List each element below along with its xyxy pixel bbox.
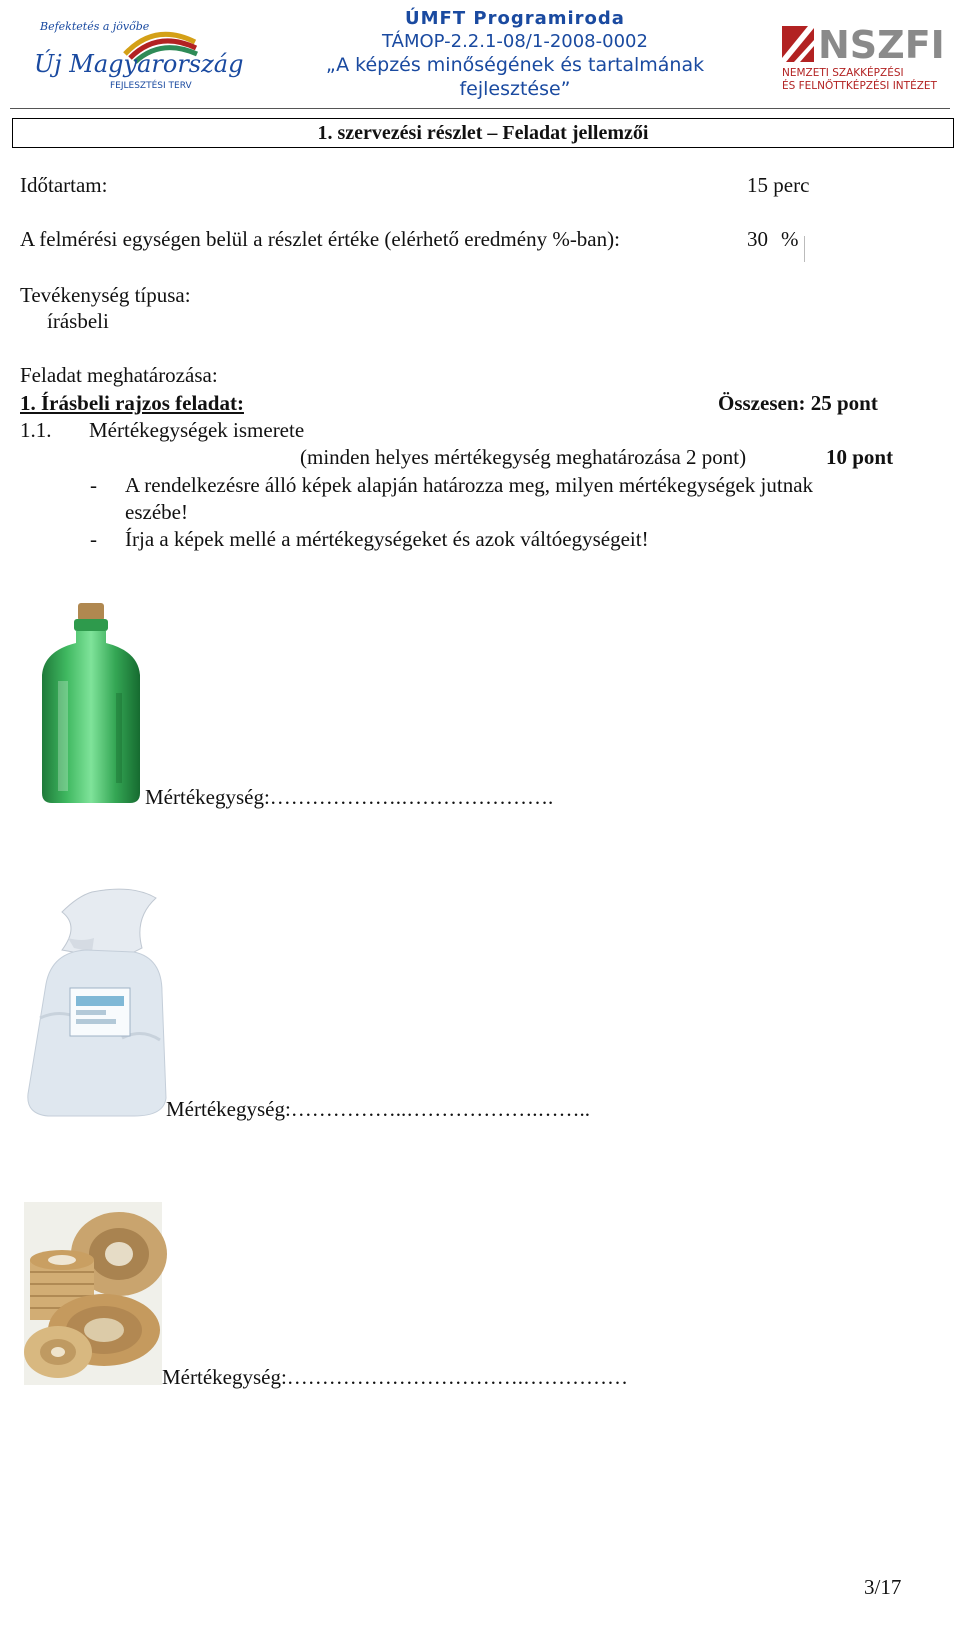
logo-title: Új Magyarország	[34, 50, 244, 78]
task-label: Feladat meghatározása:	[20, 363, 218, 387]
header-line-4: fejlesztése”	[459, 78, 571, 100]
subtask-title: Mértékegységek ismerete	[89, 418, 305, 442]
section-title: 1. szervezési részlet – Feladat jellemzői	[12, 118, 954, 148]
rope-coils-image	[24, 1202, 162, 1385]
nszfi-text: NSZFI	[818, 23, 945, 67]
nszfi-sub-2: ÉS FELNŐTTKÉPZÉSI INTÉZET	[782, 80, 937, 92]
bullet-1-line-2: eszébe!	[125, 500, 188, 524]
subtask-note: (minden helyes mértékegység meghatározása 2 pont)	[300, 445, 747, 469]
activity-label: Tevékenység típusa:	[20, 283, 191, 307]
uj-magyarorszag-logo-icon	[30, 14, 244, 94]
weight-value: 30	[747, 227, 768, 251]
task-total: Összesen: 25 pont	[718, 391, 878, 415]
unit-answer-line-1[interactable]: Mértékegység:……………….………………….	[145, 785, 554, 809]
rope-coils-icon	[24, 1202, 162, 1385]
task-heading: 1. Írásbeli rajzos feladat:	[20, 391, 244, 415]
bullet-1-line-1: A rendelkezésre álló képek alapján határozza meg, milyen mértékegységek jutnak	[125, 473, 814, 497]
subtask-points: 10 pont	[826, 445, 894, 469]
weight-label: A felmérési egységen belül a részlet értéke (elérhető eredmény %-ban):	[20, 227, 620, 251]
green-bottle-icon	[34, 603, 146, 806]
uj-magyarorszag-logo	[30, 14, 244, 94]
unit-answer-line-3[interactable]: Mértékegység:…………………………….……………	[162, 1365, 629, 1389]
green-bottle-image	[34, 603, 146, 806]
header-divider	[10, 108, 950, 109]
header-line-2: TÁMOP-2.2.1-08/1-2008-0002	[382, 31, 648, 52]
header-line-3: „A képzés minőségének és tartalmának	[325, 54, 705, 76]
unit-answer-line-2[interactable]: Mértékegység:……………..……………….……..	[166, 1097, 591, 1121]
program-header	[300, 8, 730, 100]
duration-value: 15 perc	[747, 173, 810, 197]
subtask-number: 1.1.	[20, 418, 52, 442]
logo-tagline: Befektetés a jövőbe	[40, 20, 150, 33]
weight-divider	[804, 236, 805, 262]
bullet-marker-2: -	[90, 527, 97, 551]
activity-value: írásbeli	[47, 309, 109, 333]
nszfi-sub-1: NEMZETI SZAKKÉPZÉSI	[782, 67, 904, 79]
weight-unit: %	[781, 227, 799, 251]
header-line-1: ÚMFT Programiroda	[405, 8, 625, 29]
nszfi-logo	[780, 18, 950, 93]
flour-sack-image	[22, 888, 174, 1118]
duration-label: Időtartam:	[20, 173, 108, 197]
logo-sub: FEJLESZTÉSI TERV	[110, 81, 192, 91]
nszfi-logo-icon	[780, 18, 950, 93]
bullet-2: Írja a képek mellé a mértékegységeket és azok váltóegységeit!	[125, 527, 649, 551]
bullet-marker-1: -	[90, 473, 97, 497]
flour-sack-icon	[22, 888, 174, 1118]
page-number: 3/17	[864, 1575, 902, 1599]
